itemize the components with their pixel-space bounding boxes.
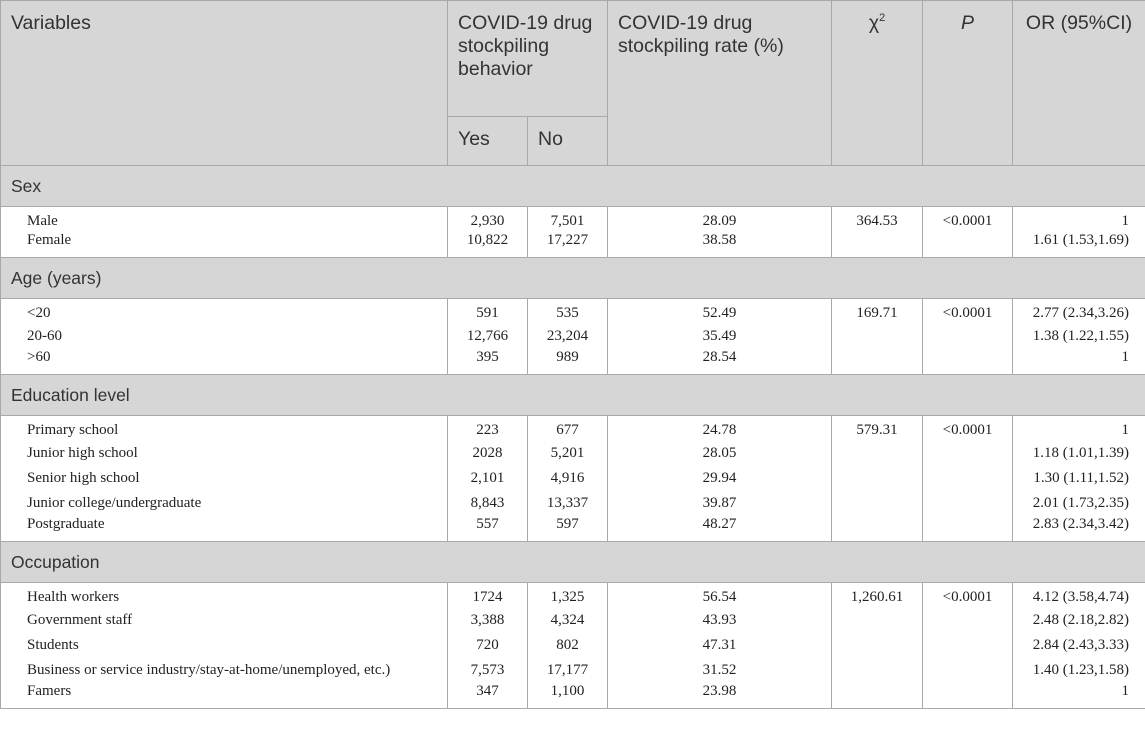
cell-chi-square	[832, 633, 923, 658]
cell-no: 1,100	[528, 683, 608, 709]
cell-rate: 38.58	[608, 232, 832, 258]
table-header	[1, 1, 1145, 166]
cell-no: 1,325	[528, 583, 608, 609]
cell-yes: 720	[448, 633, 528, 658]
cell-p: <0.0001	[923, 416, 1013, 442]
cell-yes: 3,388	[448, 608, 528, 633]
cell-variable: Male	[1, 207, 448, 233]
cell-or: 1	[1013, 416, 1145, 442]
cell-variable: <20	[1, 299, 448, 325]
cell-rate: 29.94	[608, 466, 832, 491]
cell-yes: 8,843	[448, 491, 528, 516]
cell-variable: Famers	[1, 683, 448, 709]
table-row	[1, 299, 1145, 325]
header-p: P	[923, 1, 1013, 166]
cell-chi-square	[832, 491, 923, 516]
table-row	[1, 441, 1145, 466]
cell-or: 1.40 (1.23,1.58)	[1013, 658, 1145, 683]
header-no: No	[528, 117, 608, 166]
cell-or: 2.77 (2.34,3.26)	[1013, 299, 1145, 325]
cell-variable: 20-60	[1, 324, 448, 349]
cell-chi-square	[832, 516, 923, 542]
cell-variable: Senior high school	[1, 466, 448, 491]
cell-rate: 35.49	[608, 324, 832, 349]
cell-no: 677	[528, 416, 608, 442]
header-variables: Variables	[1, 1, 448, 166]
cell-chi-square	[832, 608, 923, 633]
cell-rate: 28.05	[608, 441, 832, 466]
cell-yes: 591	[448, 299, 528, 325]
cell-p	[923, 633, 1013, 658]
cell-no: 989	[528, 349, 608, 375]
cell-rate: 39.87	[608, 491, 832, 516]
cell-yes: 395	[448, 349, 528, 375]
cell-or: 2.83 (2.34,3.42)	[1013, 516, 1145, 542]
cell-chi-square	[832, 441, 923, 466]
cell-variable: Business or service industry/stay-at-home/unemployed, etc.)	[1, 658, 448, 683]
table-row	[1, 349, 1145, 375]
cell-chi-square: 364.53	[832, 207, 923, 233]
cell-yes: 12,766	[448, 324, 528, 349]
cell-chi-square	[832, 349, 923, 375]
cell-rate: 47.31	[608, 633, 832, 658]
section-title: Sex	[1, 166, 1145, 207]
table-row	[1, 683, 1145, 709]
cell-variable: >60	[1, 349, 448, 375]
cell-or: 1	[1013, 683, 1145, 709]
header-behavior: COVID-19 drug stockpiling behavior	[448, 1, 608, 117]
table-row	[1, 658, 1145, 683]
header-chi-square: $\chi^2$	[832, 1, 923, 166]
cell-yes: 7,573	[448, 658, 528, 683]
table-row	[1, 491, 1145, 516]
cell-p	[923, 491, 1013, 516]
cell-no: 5,201	[528, 441, 608, 466]
header-yes: Yes	[448, 117, 528, 166]
section-header-row	[1, 166, 1145, 207]
table-row	[1, 633, 1145, 658]
section-header-row	[1, 258, 1145, 299]
cell-or: 2.01 (1.73,2.35)	[1013, 491, 1145, 516]
table-row	[1, 608, 1145, 633]
cell-variable: Junior college/undergraduate	[1, 491, 448, 516]
cell-chi-square	[832, 232, 923, 258]
cell-no: 597	[528, 516, 608, 542]
cell-p: <0.0001	[923, 583, 1013, 609]
table-body	[1, 166, 1145, 709]
cell-p	[923, 349, 1013, 375]
cell-p	[923, 441, 1013, 466]
cell-yes: 2028	[448, 441, 528, 466]
cell-rate: 28.09	[608, 207, 832, 233]
cell-variable: Junior high school	[1, 441, 448, 466]
table-row	[1, 516, 1145, 542]
cell-chi-square	[832, 658, 923, 683]
cell-or: 1	[1013, 207, 1145, 233]
cell-no: 13,337	[528, 491, 608, 516]
cell-chi-square	[832, 466, 923, 491]
table-row	[1, 416, 1145, 442]
cell-or: 4.12 (3.58,4.74)	[1013, 583, 1145, 609]
header-or: OR (95%CI)	[1013, 1, 1145, 166]
cell-yes: 557	[448, 516, 528, 542]
cell-p: <0.0001	[923, 207, 1013, 233]
cell-or: 2.48 (2.18,2.82)	[1013, 608, 1145, 633]
cell-no: 17,177	[528, 658, 608, 683]
cell-chi-square	[832, 324, 923, 349]
table-row	[1, 466, 1145, 491]
cell-p	[923, 608, 1013, 633]
cell-no: 7,501	[528, 207, 608, 233]
cell-variable: Students	[1, 633, 448, 658]
cell-p	[923, 232, 1013, 258]
cell-chi-square: 579.31	[832, 416, 923, 442]
cell-or: 2.84 (2.43,3.33)	[1013, 633, 1145, 658]
cell-no: 4,324	[528, 608, 608, 633]
cell-rate: 43.93	[608, 608, 832, 633]
cell-chi-square: 1,260.61	[832, 583, 923, 609]
table-row	[1, 232, 1145, 258]
cell-rate: 23.98	[608, 683, 832, 709]
cell-rate: 56.54	[608, 583, 832, 609]
cell-rate: 31.52	[608, 658, 832, 683]
cell-yes: 347	[448, 683, 528, 709]
cell-variable: Primary school	[1, 416, 448, 442]
section-title: Occupation	[1, 542, 1145, 583]
cell-rate: 52.49	[608, 299, 832, 325]
cell-no: 802	[528, 633, 608, 658]
cell-or: 1.61 (1.53,1.69)	[1013, 232, 1145, 258]
cell-chi-square	[832, 683, 923, 709]
table-row	[1, 583, 1145, 609]
cell-p	[923, 466, 1013, 491]
cell-or: 1.18 (1.01,1.39)	[1013, 441, 1145, 466]
cell-p	[923, 683, 1013, 709]
cell-rate: 24.78	[608, 416, 832, 442]
cell-p	[923, 658, 1013, 683]
cell-or: 1	[1013, 349, 1145, 375]
cell-or: 1.38 (1.22,1.55)	[1013, 324, 1145, 349]
cell-variable: Health workers	[1, 583, 448, 609]
cell-yes: 10,822	[448, 232, 528, 258]
cell-or: 1.30 (1.11,1.52)	[1013, 466, 1145, 491]
section-header-row	[1, 375, 1145, 416]
cell-rate: 48.27	[608, 516, 832, 542]
section-header-row	[1, 542, 1145, 583]
table-row	[1, 324, 1145, 349]
cell-chi-square: 169.71	[832, 299, 923, 325]
header-rate: COVID-19 drug stockpiling rate (%)	[608, 1, 832, 166]
cell-variable: Postgraduate	[1, 516, 448, 542]
cell-yes: 2,930	[448, 207, 528, 233]
cell-no: 23,204	[528, 324, 608, 349]
cell-no: 535	[528, 299, 608, 325]
section-title: Education level	[1, 375, 1145, 416]
cell-p	[923, 516, 1013, 542]
cell-variable: Government staff	[1, 608, 448, 633]
cell-yes: 2,101	[448, 466, 528, 491]
cell-yes: 1724	[448, 583, 528, 609]
section-title: Age (years)	[1, 258, 1145, 299]
cell-no: 4,916	[528, 466, 608, 491]
cell-variable: Female	[1, 232, 448, 258]
table-row	[1, 207, 1145, 233]
cell-yes: 223	[448, 416, 528, 442]
cell-p: <0.0001	[923, 299, 1013, 325]
cell-no: 17,227	[528, 232, 608, 258]
cell-rate: 28.54	[608, 349, 832, 375]
cell-p	[923, 324, 1013, 349]
